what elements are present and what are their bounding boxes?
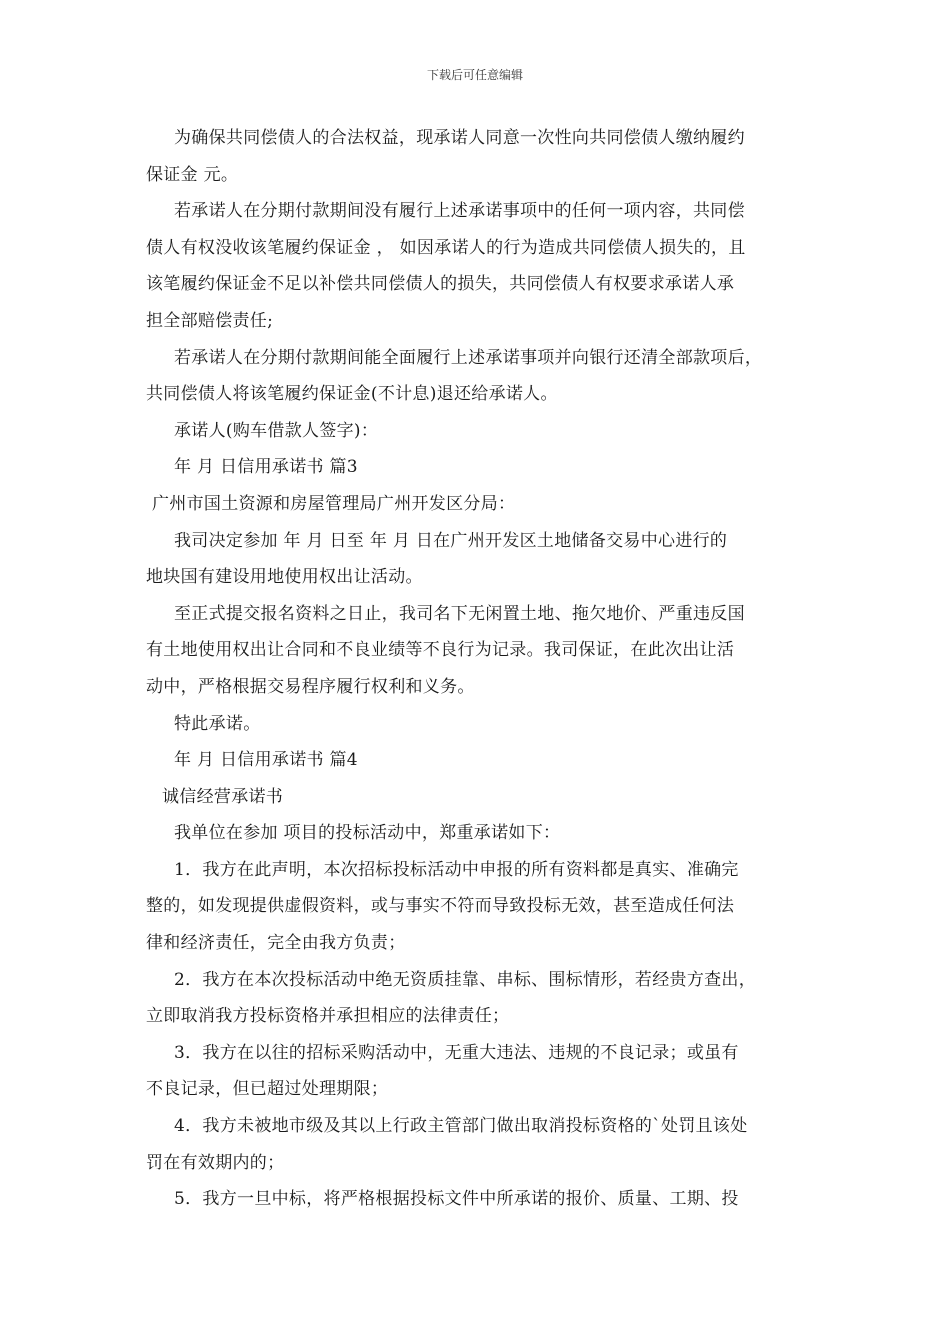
text-line: 律和经济责任，完全由我方负责； — [146, 933, 406, 954]
text-line: 5．我方一旦中标，将严格根据投标文件中所承诺的报价、质量、工期、投 — [174, 1189, 739, 1210]
text-line: 债人有权没收该笔履约保证金 ， 如因承诺人的行为造成共同偿债人损失的，且 — [146, 237, 746, 258]
text-line: 若承诺人在分期付款期间能全面履行上述承诺事项并向银行还清全部款项后， — [174, 347, 763, 368]
text-line: 保证金 元。 — [146, 164, 239, 185]
text-line: 3．我方在以往的招标采购活动中，无重大违法、违规的不良记录；或虽有 — [174, 1042, 739, 1063]
text-line: 特此承诺。 — [174, 713, 261, 734]
text-line: 我司决定参加 年 月 日至 年 月 日在广州开发区土地储备交易中心进行的 — [174, 530, 728, 551]
text-line: 共同偿债人将该笔履约保证金(不计息)退还给承诺人。 — [146, 384, 558, 405]
text-line: 广州市国土资源和房屋管理局广州开发区分局： — [152, 493, 516, 514]
text-line: 诚信经营承诺书 — [162, 786, 284, 807]
document-body — [146, 120, 810, 1218]
text-line: 有土地使用权出让合同和不良业绩等不良行为记录。我司保证，在此次出让活 — [146, 640, 735, 661]
text-line: 整的，如发现提供虚假资料，或与事实不符而导致投标无效，甚至造成任何法 — [146, 896, 735, 917]
text-line: 年 月 日信用承诺书 篇3 — [174, 457, 358, 478]
text-line: 承诺人(购车借款人签字)： — [174, 420, 379, 441]
text-line: 不良记录，但已超过处理期限； — [146, 1079, 389, 1100]
text-line: 我单位在参加 项目的投标活动中，郑重承诺如下： — [174, 823, 561, 844]
text-line: 该笔履约保证金不足以补偿共同偿债人的损失，共同偿债人有权要求承诺人承 — [146, 274, 735, 295]
text-line: 担全部赔偿责任; — [146, 310, 274, 331]
text-line: 至正式提交报名资料之日止，我司名下无闲置土地、拖欠地价、严重违反国 — [174, 603, 745, 624]
text-line: 罚在有效期内的； — [146, 1152, 285, 1173]
page-header: 下载后可任意编辑 — [426, 68, 523, 82]
text-line: 动中，严格根据交易程序履行权利和义务。 — [146, 676, 475, 697]
text-line: 1．我方在此声明，本次招标投标活动中申报的所有资料都是真实、准确完 — [174, 859, 739, 880]
text-line: 4．我方未被地市级及其以上行政主管部门做出取消投标资格的`处罚且该处 — [174, 1116, 748, 1137]
text-line: 2．我方在本次投标活动中绝无资质挂靠、串标、围标情形，若经贵方查出， — [174, 969, 757, 990]
text-line: 地块国有建设用地使用权出让活动。 — [146, 567, 423, 588]
text-line: 立即取消我方投标资格并承担相应的法律责任； — [146, 1006, 510, 1027]
text-line: 年 月 日信用承诺书 篇4 — [174, 750, 358, 771]
text-line: 为确保共同偿债人的合法权益，现承诺人同意一次性向共同偿债人缴纳履约 — [174, 128, 745, 148]
text-line: 若承诺人在分期付款期间没有履行上述承诺事项中的任何一项内容，共同偿 — [174, 201, 745, 222]
